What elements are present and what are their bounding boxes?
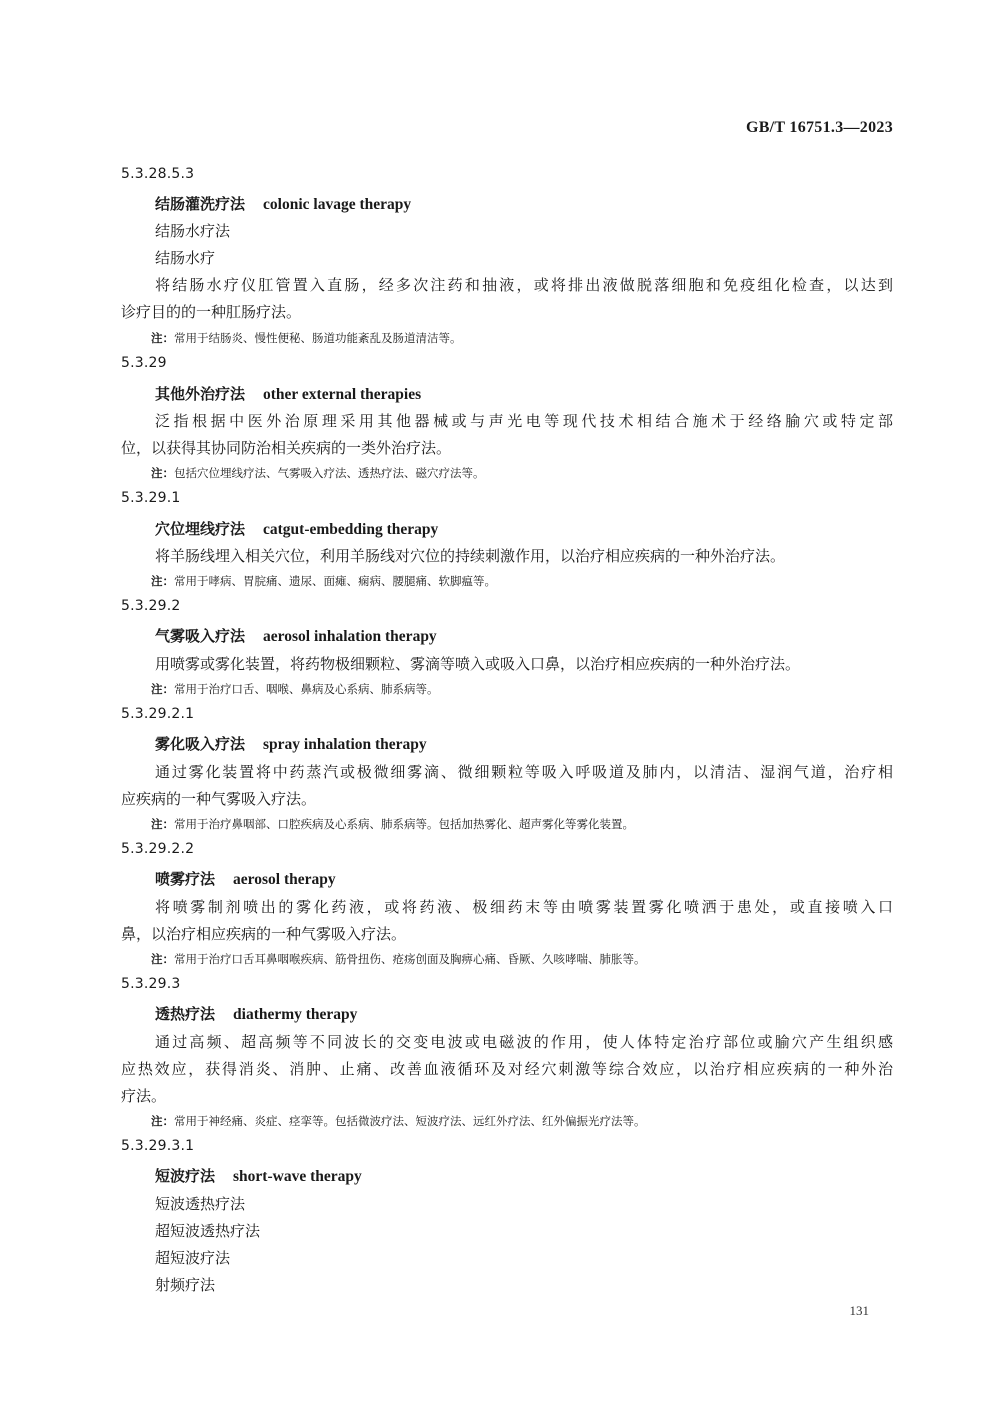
note-text: 常用于结肠炎、慢性便秘、肠道功能紊乱及肠道清洁等。: [174, 331, 462, 345]
note-label: 注：: [151, 574, 174, 588]
synonym: 超短波疗法: [155, 1249, 231, 1267]
definition-line: 疗法。: [121, 1087, 167, 1105]
term-en: other external therapies: [263, 386, 422, 403]
definition-line: 位，以获得其协同防治相关疾病的一类外治疗法。: [121, 439, 452, 457]
term-zh: 喷雾疗法: [155, 870, 216, 888]
note: [151, 573, 496, 589]
clause-number: 5.3.28.5.3: [121, 166, 195, 182]
term-heading: [155, 383, 421, 404]
term-heading: [155, 868, 336, 889]
term-zh: 穴位埋线疗法: [155, 520, 246, 538]
definition-line: 通过高频、超高频等不同波长的交变电波或电磁波的作用，使人体特定治疗部位或腧穴产生组织感: [155, 1033, 893, 1051]
note-text: 常用于治疗鼻咽部、口腔疾病及心系病、肺系病等。包括加热雾化、超声雾化等雾化装置。: [174, 817, 634, 831]
note-label: 注：: [151, 952, 174, 966]
term-zh: 气雾吸入疗法: [155, 627, 246, 645]
term-zh: 结肠灌洗疗法: [155, 195, 246, 213]
term-en: colonic lavage therapy: [263, 196, 412, 213]
note: [151, 1113, 646, 1129]
standard-number: GB/T 16751.3—2023: [745, 119, 893, 136]
note-text: 常用于神经痛、炎症、痉挛等。包括微波疗法、短波疗法、远红外疗法、红外偏振光疗法等。: [174, 1114, 646, 1128]
clause-number: 5.3.29.1: [121, 490, 181, 506]
note: [151, 681, 439, 697]
note-text: 常用于治疗口舌耳鼻咽喉疾病、筋骨扭伤、疮疡创面及胸痹心痛、昏厥、久咳哮喘、肺胀等。: [174, 952, 646, 966]
clause-number: 5.3.29.2.2: [121, 841, 195, 857]
note: [151, 951, 646, 967]
definition-line: 应疾病的一种气雾吸入疗法。: [121, 790, 317, 808]
synonym: 射频疗法: [155, 1276, 216, 1294]
term-zh: 透热疗法: [155, 1005, 216, 1023]
definition-line: 将羊肠线埋入相关穴位，利用羊肠线对穴位的持续刺激作用，以治疗相应疾病的一种外治疗法。: [155, 547, 786, 565]
definition-line: 鼻，以治疗相应疾病的一种气雾吸入疗法。: [121, 925, 407, 943]
term-en: short-wave therapy: [233, 1168, 362, 1185]
note-text: 常用于治疗口舌、咽喉、鼻病及心系病、肺系病等。: [174, 682, 439, 696]
note: [151, 330, 462, 346]
note-label: 注：: [151, 817, 174, 831]
term-heading: [155, 733, 427, 754]
note-text: 常用于哮病、胃脘痛、遗尿、面瘫、痫病、腰腿痛、软脚瘟等。: [174, 574, 496, 588]
term-zh: 雾化吸入疗法: [155, 735, 246, 753]
term-en: aerosol therapy: [233, 871, 336, 888]
term-en: aerosol inhalation therapy: [263, 628, 437, 645]
note-label: 注：: [151, 1114, 174, 1128]
definition-line: 诊疗目的的一种肛肠疗法。: [121, 303, 302, 321]
term-heading: [155, 625, 437, 646]
note-text: 包括穴位埋线疗法、气雾吸入疗法、透热疗法、磁穴疗法等。: [174, 466, 485, 480]
definition-line: 将结肠水疗仪肛管置入直肠，经多次注药和抽液，或将排出液做脱落细胞和免疫组化检查，以达到: [155, 276, 893, 294]
note-label: 注：: [151, 682, 174, 696]
definition-line: 将喷雾制剂喷出的雾化药液，或将药液、极细药末等由喷雾装置雾化喷洒于患处，或直接喷入口: [155, 898, 893, 916]
synonym: 结肠水疗法: [155, 222, 231, 240]
definition-line: 通过雾化装置将中药蒸汽或极微细雾滴、微细颗粒等吸入呼吸道及肺内，以清洁、湿润气道，治疗相: [155, 763, 893, 781]
term-zh: 其他外治疗法: [155, 385, 246, 403]
synonym: 超短波透热疗法: [155, 1222, 261, 1240]
term-heading: [155, 1003, 357, 1024]
clause-number: 5.3.29: [121, 355, 167, 371]
term-heading: [155, 193, 411, 214]
page-number: 131: [849, 1303, 869, 1318]
clause-number: 5.3.29.2: [121, 598, 181, 614]
synonym: 短波透热疗法: [155, 1195, 246, 1213]
definition-line: 用喷雾或雾化装置，将药物极细颗粒、雾滴等喷入或吸入口鼻，以治疗相应疾病的一种外治疗法。: [155, 655, 801, 673]
term-en: catgut-embedding therapy: [263, 521, 439, 538]
term-zh: 短波疗法: [155, 1167, 216, 1185]
note: [151, 816, 634, 832]
clause-number: 5.3.29.3: [121, 976, 181, 992]
note: [151, 465, 485, 481]
note-label: 注：: [151, 466, 174, 480]
clause-number: 5.3.29.3.1: [121, 1138, 195, 1154]
note-label: 注：: [151, 331, 174, 345]
definition-line: 泛指根据中医外治原理采用其他器械或与声光电等现代技术相结合施术于经络腧穴或特定部: [155, 412, 893, 430]
term-en: diathermy therapy: [233, 1006, 358, 1023]
term-heading: [155, 1165, 362, 1186]
term-en: spray inhalation therapy: [263, 736, 427, 753]
definition-line: 应热效应，获得消炎、消肿、止痛、改善血液循环及对经穴刺激等综合效应，以治疗相应疾病的一种外治: [121, 1060, 893, 1078]
clause-number: 5.3.29.2.1: [121, 706, 195, 722]
synonym: 结肠水疗: [155, 249, 216, 267]
term-heading: [155, 518, 438, 539]
